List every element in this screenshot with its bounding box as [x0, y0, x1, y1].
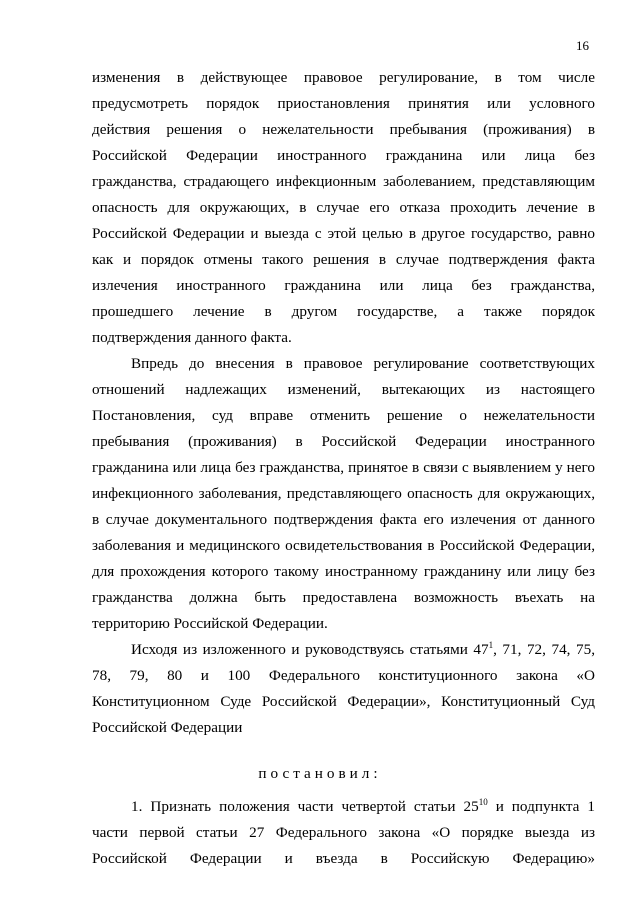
- paragraph-2-line: заболевания и медицинского освидетельствования в Российской Федерации,: [92, 537, 595, 554]
- paragraph-2-line: отношений надлежащих изменений, вытекающих из настоящего: [92, 381, 595, 398]
- resolution-heading: постановил:: [258, 765, 382, 782]
- paragraph-3-line: 78, 79, 80 и 100 Федерального конституционного закона «О: [92, 667, 595, 684]
- paragraph-1-line: Российской Федерации иностранного гражданина или лица без: [92, 147, 595, 164]
- paragraph-2-line: для прохождения которого такому иностранному гражданину или лицу без: [92, 563, 595, 580]
- paragraph-3-line: Российской Федерации: [92, 719, 243, 736]
- paragraph-3-line: Конституционном Суде Российской Федерации», Конституционный Суд: [92, 693, 595, 710]
- paragraph-4-line: части первой статьи 27 Федерального закона «О порядке выезда из: [92, 824, 595, 841]
- paragraph-4-line: [131, 797, 595, 817]
- paragraph-1-line: Российской Федерации и выезда с этой целью в другое государство, равно: [92, 225, 595, 242]
- paragraph-4-text: 1. Признать положения части четвертой статьи 25: [131, 798, 479, 815]
- paragraph-1-line: опасность для окружающих, в случае его отказа проходить лечение в: [92, 199, 595, 216]
- paragraph-2-line: Впредь до внесения в правовое регулирование соответствующих: [131, 355, 595, 372]
- paragraph-2-line: в случае документального подтверждения факта его излечения от данного: [92, 511, 595, 528]
- paragraph-2-line: инфекционного заболевания, представляющего опасность для окружающих,: [92, 485, 595, 502]
- paragraph-1-line: подтверждения данного факта.: [92, 329, 292, 346]
- paragraph-1-line: прошедшего лечение в другом государстве, а также порядок: [92, 303, 595, 320]
- paragraph-4-line: Российской Федерации и въезда в Российскую Федерацию»: [92, 850, 595, 867]
- paragraph-3-line: [131, 640, 595, 660]
- paragraph-4-text: и подпункта 1: [487, 798, 595, 815]
- paragraph-2-line: территорию Российской Федерации.: [92, 615, 328, 632]
- paragraph-1-line: предусмотреть порядок приостановления принятия или условного: [92, 95, 595, 112]
- paragraph-2-line: пребывания (проживания) в Российской Федерации иностранного: [92, 433, 595, 450]
- paragraph-2-line: гражданства должна быть предоставлена возможность въехать на: [92, 589, 595, 606]
- paragraph-1-line: гражданства, страдающего инфекционным заболеванием, представляющим: [92, 173, 595, 190]
- paragraph-2-line: Постановления, суд вправе отменить решение о нежелательности: [92, 407, 595, 424]
- paragraph-1-line: как и порядок отмены такого решения в случае подтверждения факта: [92, 251, 595, 268]
- paragraph-1-line: изменения в действующее правовое регулирование, в том числе: [92, 69, 595, 86]
- paragraph-2-line: гражданина или лица без гражданства, принятое в связи с выявлением у него: [92, 459, 595, 476]
- page-number: 16: [576, 38, 589, 53]
- paragraph-3-text: , 71, 72, 74, 75,: [493, 641, 596, 658]
- paragraph-1-line: излечения иностранного гражданина или лица без гражданства,: [92, 277, 595, 294]
- paragraph-3-text: Исходя из изложенного и руководствуясь статьями 47: [131, 641, 489, 658]
- paragraph-1-line: действия решения о нежелательности пребывания (проживания) в: [92, 121, 595, 138]
- article-superscript: 1: [488, 640, 494, 650]
- article-superscript: 10: [478, 797, 488, 807]
